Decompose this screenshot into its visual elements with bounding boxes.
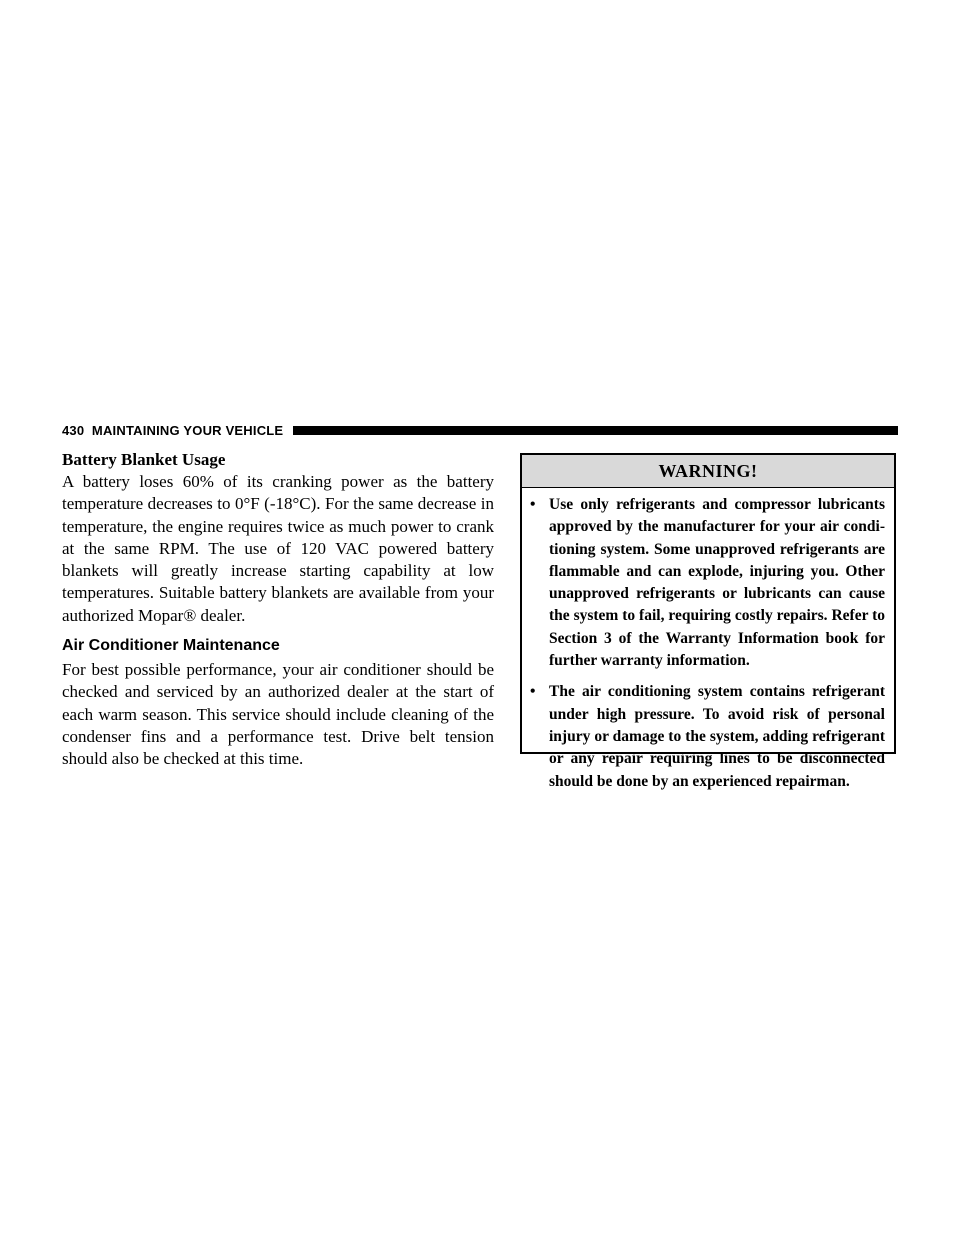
battery-blanket-heading: Battery Blanket Usage — [62, 450, 226, 469]
battery-blanket-paragraph: A battery loses 60% of its cranking power as the battery temperature decreases to 0°F (-18°C). For the same decrease in temperature, the engine requires twice as much power to crank at the same RPM. The use of 120 VAC powered battery blankets will greatly increase starting capability at low temperatures. Suitable battery blankets are available from your authorized Mopar® dealer. — [62, 472, 494, 625]
page-number: 430 — [62, 422, 85, 438]
air-conditioner-paragraph: For best possible performance, your air conditioner should be checked and serviced by an authorized dealer at the start of each warm season. This service should include cleaning of the condenser fins and a performance test. Drive belt tension should also be checked at this time. — [62, 660, 494, 769]
header-rule — [293, 426, 898, 435]
left-column — [62, 449, 494, 771]
warning-item-text: Use only refrigerants and compressor lubricants approved by the manufacturer for your air conditioning system. Some unapproved refrigerants are flammable and can explode, injuring you. Other unapproved refrigerants or lubricants can cause the system to fail, requiring costly repairs. Refer to Section 3 of the Warranty Information book for further warranty information. — [549, 496, 885, 670]
warning-list — [522, 488, 894, 793]
section-title: MAINTAINING YOUR VEHICLE — [91, 422, 284, 438]
bullet-icon: • — [530, 496, 536, 513]
air-conditioner-heading: Air Conditioner Maintenance — [62, 637, 280, 655]
bullet-icon: • — [530, 683, 536, 701]
warning-item — [530, 681, 885, 792]
warning-item — [530, 494, 885, 672]
page-header — [62, 420, 898, 440]
warning-title: WARNING! — [522, 455, 894, 488]
warning-item-text: The air conditioning system contains refrigerant under high pressure. To avoid risk of personal injury or damage to the system, adding refrigerant or any repair requiring lines to be disconnected should be done by an experienced repairman. — [549, 683, 885, 790]
warning-box — [520, 453, 896, 790]
